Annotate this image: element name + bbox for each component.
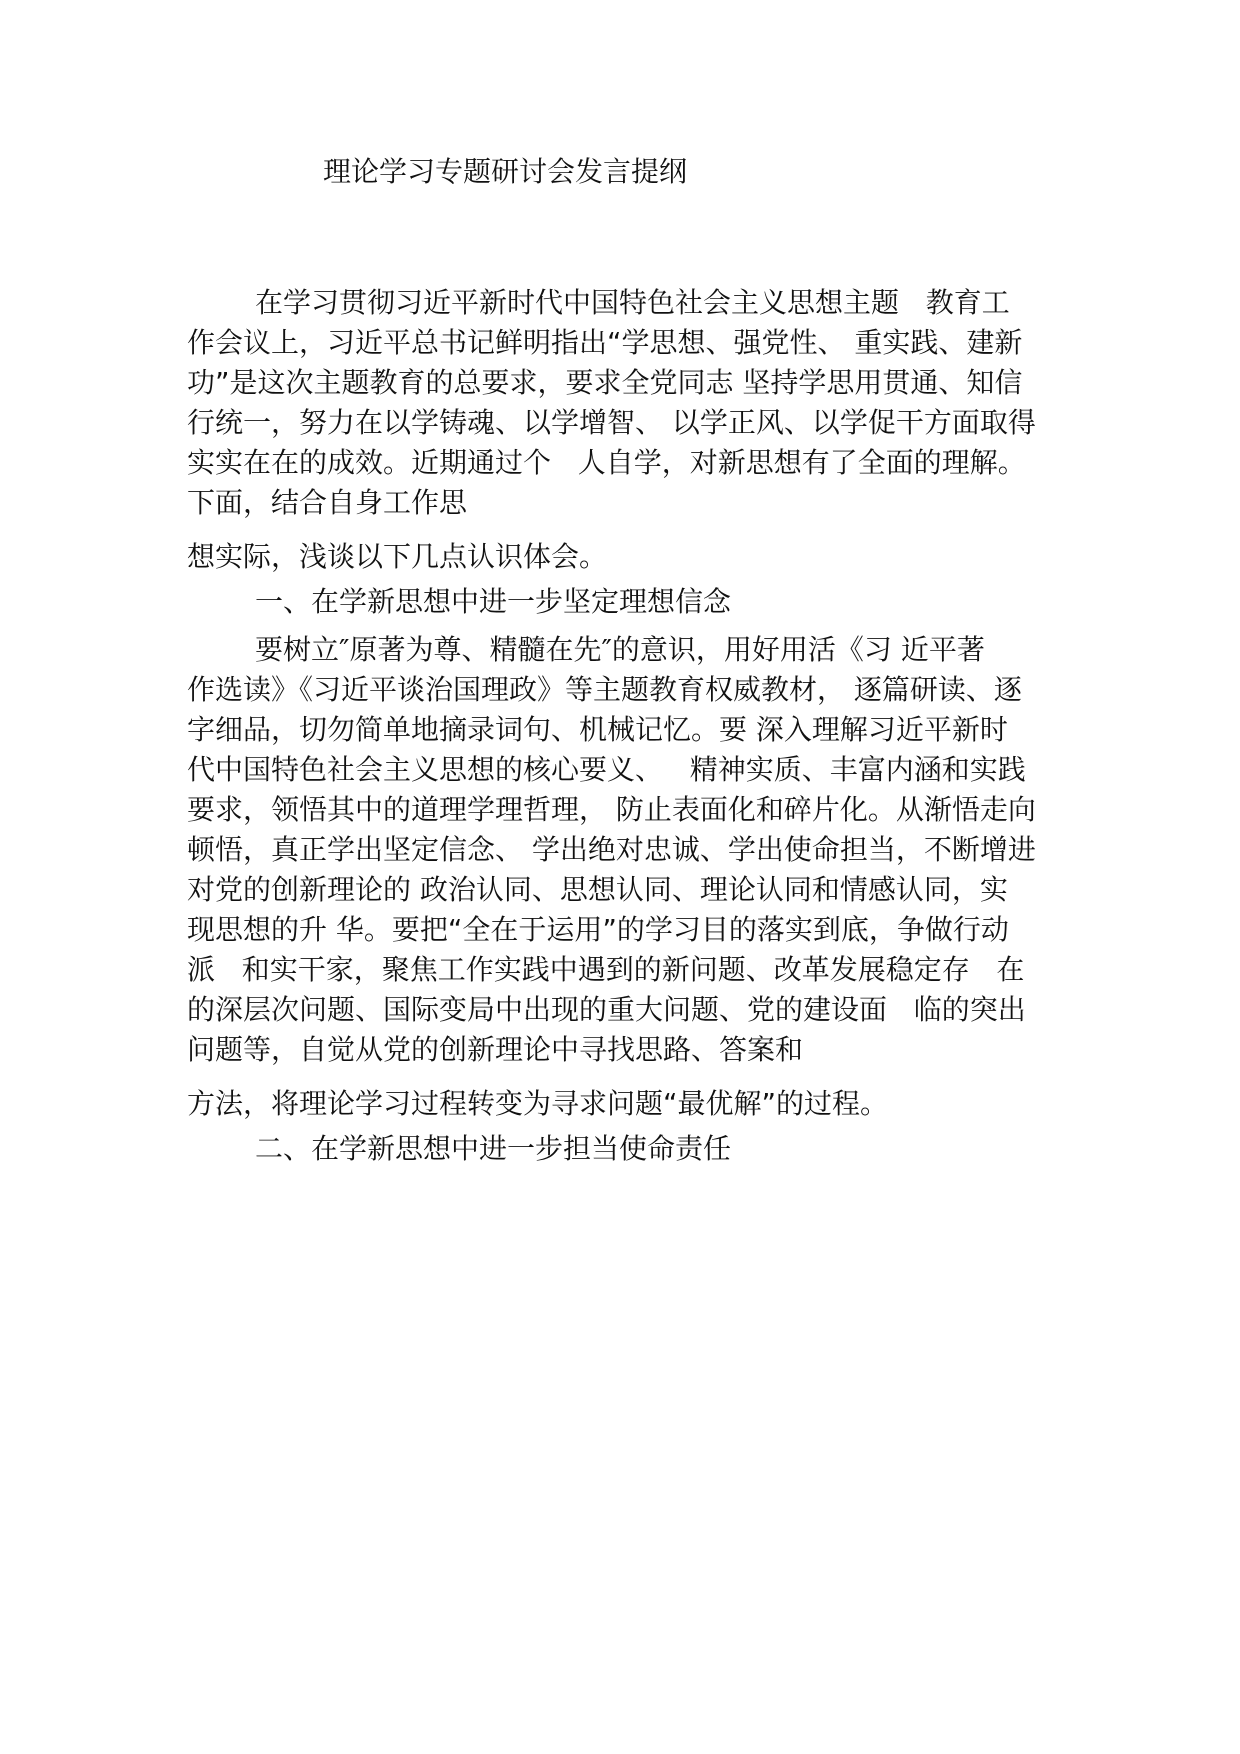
- section-heading: 一、在学新思想中进一步坚定理想信念: [255, 585, 732, 618]
- section-heading: 二、在学新思想中进一步担当使命责任: [255, 1132, 732, 1165]
- document-title: 理论学习专题研讨会发言提纲: [323, 155, 688, 188]
- body-line: 代中国特色社会主义思想的核心要义、 精神实质、丰富内涵和实践: [187, 753, 1026, 786]
- body-line: 派 和实干家，聚焦工作实践中遇到的新问题、改革发展稳定存 在: [187, 953, 1025, 986]
- body-line: 字细品，切勿简单地摘录词句、机械记忆。要 深入理解习近平新时: [187, 713, 1008, 746]
- body-line: 功”是这次主题教育的总要求，要求全党同志 坚持学思用贯通、知信: [187, 366, 1023, 399]
- body-line: 顿悟，真正学出坚定信念、 学出绝对忠诚、学出使命担当，不断增进: [187, 833, 1036, 866]
- body-line: 作选读》《习近平谈治国理政》等主题教育权威教材， 逐篇研读、逐: [187, 673, 1022, 706]
- body-line: 方法，将理论学习过程转变为寻求问题“最优解”的过程。: [187, 1087, 889, 1120]
- body-line: 要求，领悟其中的道理学理哲理， 防止表面化和碎片化。从渐悟走向: [187, 793, 1036, 826]
- body-line: 要树立″原著为尊、精髓在先″的意识，用好用活《习 近平著: [255, 633, 985, 666]
- body-line: 的深层次问题、国际变局中出现的重大问题、党的建设面 临的突出: [187, 993, 1026, 1026]
- body-line: 实实在在的成效。近期通过个 人自学，对新思想有了全面的理解。: [187, 446, 1026, 479]
- body-line: 下面，结合自身工作思: [187, 486, 468, 519]
- body-line: 问题等，自觉从党的创新理论中寻找思路、答案和: [187, 1033, 804, 1066]
- body-line: 现思想的升 华。要把“全在于运用”的学习目的落实到底，争做行动: [187, 913, 1009, 946]
- body-line: 行统一，努力在以学铸魂、以学增智、 以学正风、以学促干方面取得: [187, 406, 1036, 439]
- body-line: 想实际，浅谈以下几点认识体会。: [187, 540, 608, 573]
- body-line: 对党的创新理论的 政治认同、思想认同、理论认同和情感认同，实: [187, 873, 1008, 906]
- body-line: 在学习贯彻习近平新时代中国特色社会主义思想主题 教育工: [255, 286, 1010, 319]
- body-line: 作会议上，习近平总书记鲜明指出“学思想、强党性、 重实践、建新: [187, 326, 1023, 359]
